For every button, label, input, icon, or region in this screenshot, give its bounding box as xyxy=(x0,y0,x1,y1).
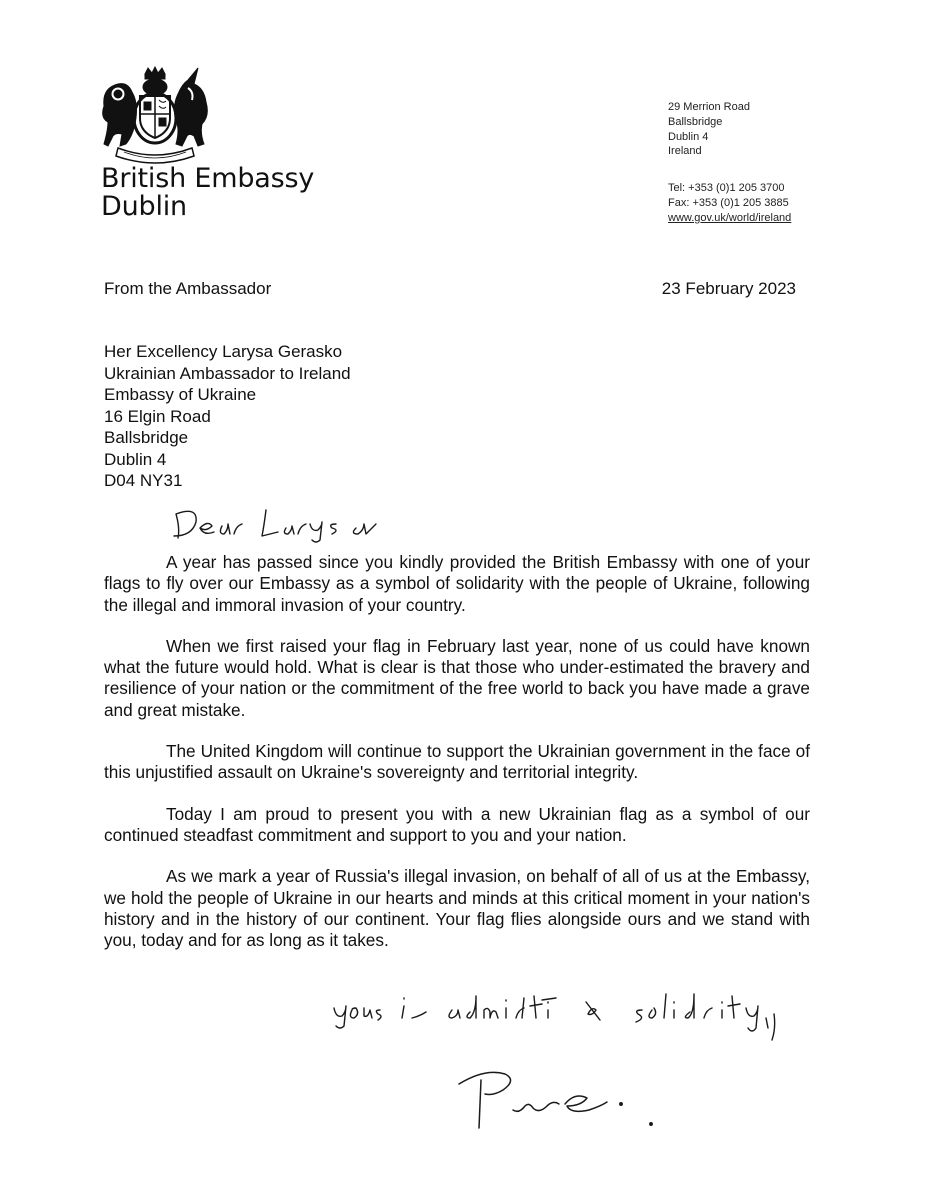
contact-block xyxy=(668,100,791,226)
body-paragraph: When we first raised your flag in February last year, none of us could have known what the future would hold. What is clear is that those who under-estimated the bravery and resilience of your nation or the commitment of the free world to back you have made a grave and great mistake. xyxy=(104,635,810,720)
handwritten-signature xyxy=(455,1062,665,1132)
embassy-name xyxy=(101,165,314,221)
royal-coat-of-arms-icon xyxy=(96,66,214,166)
recipient-line: Embassy of Ukraine xyxy=(104,385,257,404)
contact-website-link[interactable]: www.gov.uk/world/ireland xyxy=(668,211,792,224)
recipient-line: Her Excellency Larysa Gerasko xyxy=(104,342,343,361)
contact-fax: Fax: +353 (0)1 205 3885 xyxy=(668,196,789,209)
contact-address-line: 29 Merrion Road xyxy=(668,101,750,113)
handwritten-salutation xyxy=(170,500,390,544)
handwritten-closing xyxy=(330,988,800,1054)
recipient-line: 16 Elgin Road xyxy=(104,406,211,426)
letter-body xyxy=(104,552,810,971)
embassy-name-line2: Dublin xyxy=(101,191,187,222)
recipient-address xyxy=(104,341,351,492)
sender-line: From the Ambassador xyxy=(104,279,272,298)
body-paragraph: A year has passed since you kindly provided the British Embassy with one of your flags to fly over our Embassy as a symbol of solidarity with the people of Ukraine, following the illegal and immoral invasion of your country. xyxy=(104,552,810,615)
contact-address-line: Dublin 4 xyxy=(668,130,709,143)
body-paragraph: Today I am proud to present you with a new Ukrainian flag as a symbol of our continued steadfast commitment and support to you and your nation. xyxy=(104,803,810,845)
letter-date: 23 February 2023 xyxy=(661,279,796,298)
recipient-line: Ballsbridge xyxy=(104,428,189,447)
contact-address-line: Ballsbridge xyxy=(668,115,723,128)
contact-address-line: Ireland xyxy=(668,145,702,158)
embassy-name-line1: British Embassy xyxy=(101,163,315,194)
recipient-line: D04 NY31 xyxy=(104,471,183,490)
recipient-line: Dublin 4 xyxy=(104,449,167,469)
contact-telephone: Tel: +353 (0)1 205 3700 xyxy=(668,182,785,195)
body-paragraph: The United Kingdom will continue to support the Ukrainian government in the face of this unjustified assault on Ukraine's sovereignty and territorial integrity. xyxy=(104,741,810,783)
recipient-line: Ukrainian Ambassador to Ireland xyxy=(104,363,351,383)
body-paragraph: As we mark a year of Russia's illegal invasion, on behalf of all of us at the Embassy, we hold the people of Ukraine in our hearts and minds at this critical moment in your nation's history and in the history of our continent. Your flag flies alongside ours and we stand with you, today and for as long as it takes. xyxy=(104,866,810,951)
